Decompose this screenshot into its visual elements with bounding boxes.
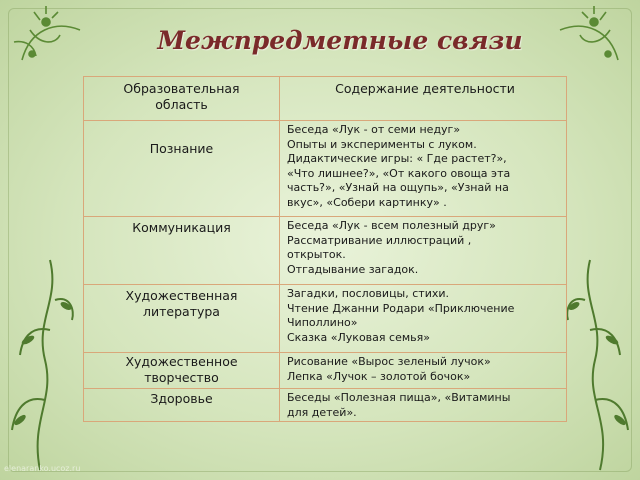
area-label: творчество xyxy=(144,370,219,385)
content-line: Беседа «Лук - всем полезный друг» xyxy=(287,219,496,232)
content-line: Беседа «Лук - от семи недуг» xyxy=(287,123,461,136)
header-area-line: область xyxy=(155,97,208,112)
content-line: Чиполлино» xyxy=(287,316,358,330)
content-line: Рисование «Вырос зеленый лучок» xyxy=(287,355,491,368)
content-line: вкус», «Собери картинку» . xyxy=(287,195,447,209)
right-vine-icon xyxy=(567,260,628,470)
table-row-area xyxy=(84,353,280,389)
content-line: Рассматривание иллюстраций , xyxy=(287,233,472,247)
table-row-area xyxy=(84,217,280,285)
header-area-cell xyxy=(84,77,280,121)
table-row-area xyxy=(84,121,280,217)
area-label: Художественное xyxy=(125,354,238,369)
content-line: Сказка «Луковая семья» xyxy=(287,330,430,344)
area-label: литература xyxy=(143,304,220,319)
watermark: elenaranko.ucoz.ru xyxy=(4,464,81,473)
area-label: Художественная xyxy=(125,288,238,303)
area-label: Познание xyxy=(149,141,214,156)
content-line: «Что лишнее?», «От какого овоща эта xyxy=(287,166,511,180)
area-label: Коммуникация xyxy=(132,220,231,235)
area-label: Здоровье xyxy=(150,391,213,406)
top-right-flourish-icon xyxy=(560,6,618,60)
table-row-area xyxy=(84,285,280,353)
content-line: Загадки, пословицы, стихи. xyxy=(287,287,449,300)
left-vine-icon xyxy=(12,260,73,470)
table-row-area xyxy=(84,389,280,421)
table-row-content xyxy=(280,389,567,421)
header-content-cell xyxy=(280,77,567,121)
header-content-text: Содержание деятельности xyxy=(335,81,515,96)
slide-title: Межпредметные связи xyxy=(157,26,523,55)
header-area-line: Образовательная xyxy=(123,81,240,96)
content-line: Беседы «Полезная пища», «Витамины xyxy=(287,391,511,404)
content-line: Чтение Джанни Родари «Приключение xyxy=(287,301,515,315)
content-line: часть?», «Узнай на ощупь», «Узнай на xyxy=(287,181,509,195)
table-row-content xyxy=(280,353,567,389)
content-line: Лепка «Лучок – золотой бочок» xyxy=(287,369,471,383)
top-left-flourish-icon xyxy=(14,6,80,60)
table-row-content xyxy=(280,121,567,217)
content-line: Опыты и эксперименты с луком. xyxy=(287,137,477,151)
content-line: Отгадывание загадок. xyxy=(287,262,419,276)
connections-table xyxy=(83,76,567,422)
table-row-content xyxy=(280,285,567,353)
content-line: открыток. xyxy=(287,248,346,262)
table-row-content xyxy=(280,217,567,285)
content-line: Дидактические игры: « Где растет?», xyxy=(287,152,507,166)
content-line: для детей». xyxy=(287,405,357,419)
